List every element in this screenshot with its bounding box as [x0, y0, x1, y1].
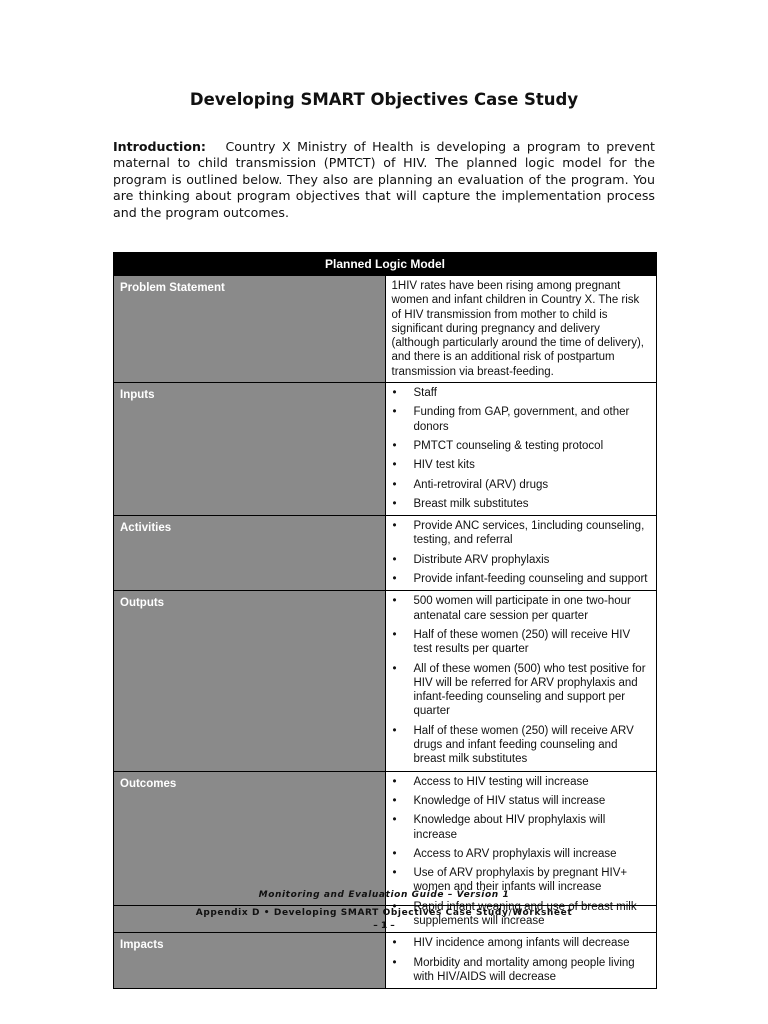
intro-label: Introduction: [113, 139, 206, 154]
footer-appendix: Appendix D • Developing SMART Objectives Case Study/Worksheet [195, 908, 573, 918]
row-label-outcomes: Outcomes [114, 771, 386, 933]
list-item: • Provide infant-feeding counseling and support [392, 572, 651, 586]
list-item: • PMTCT counseling & testing protocol [392, 439, 651, 453]
row-content-problem-statement [385, 276, 657, 383]
list-item: • All of these women (500) who test positive for HIV will be referred for ARV prophylaxis and infant-feeding counseling and support per quarter [392, 662, 651, 719]
intro-text: Country X Ministry of Health is developing a program to prevent maternal to child transmission (PMTCT) of HIV. The planned logic model for the program is outlined below. They also are planning an evaluation of the program. You are thinking about program objectives that will capture the implementation process and the program outcomes. [113, 139, 656, 220]
impacts-list [392, 936, 651, 984]
list-item: • HIV test kits [392, 458, 651, 472]
list-item: • Knowledge about HIV prophylaxis will increase [392, 813, 651, 842]
activities-list [392, 519, 651, 586]
row-content-impacts [385, 933, 657, 989]
list-item: • Rapid infant weaning and use of breast milk supplements will increase [392, 900, 651, 929]
table-row [114, 383, 657, 516]
list-item: • Use of ARV prophylaxis by pregnant HIV+ women and their infants will increase [392, 866, 651, 895]
list-item: • Staff [392, 386, 651, 400]
row-label-inputs: Inputs [114, 383, 386, 516]
list-item: • Half of these women (250) will receive ARV drugs and infant feeding counseling and breast milk substitutes [392, 724, 651, 767]
list-item: • Distribute ARV prophylaxis [392, 553, 651, 567]
introduction-paragraph [113, 139, 655, 221]
list-item: • Morbidity and mortality among people living with HIV/AIDS will decrease [392, 956, 651, 985]
list-item: • Access to HIV testing will increase [392, 775, 651, 789]
list-item: • Half of these women (250) will receive HIV test results per quarter [392, 628, 651, 657]
row-label-impacts: Impacts [114, 933, 386, 989]
page-title: Developing SMART Objectives Case Study [189, 90, 579, 109]
outputs-list [392, 594, 651, 766]
row-label-activities: Activities [114, 516, 386, 591]
list-item: • Knowledge of HIV status will increase [392, 794, 651, 808]
logic-model-table [113, 252, 657, 989]
table-row [114, 933, 657, 989]
table-row [114, 276, 657, 383]
row-content-inputs [385, 383, 657, 516]
list-item: • Anti-retroviral (ARV) drugs [392, 478, 651, 492]
row-content-outputs [385, 591, 657, 771]
list-item: • Access to ARV prophylaxis will increase [392, 847, 651, 861]
row-label-problem-statement: Problem Statement [114, 276, 386, 383]
footer-guide-title: Monitoring and Evaluation Guide – Version 1 [258, 890, 510, 900]
inputs-list [392, 386, 651, 511]
table-row [114, 516, 657, 591]
row-content-activities [385, 516, 657, 591]
row-label-outputs: Outputs [114, 591, 386, 771]
list-item: • HIV incidence among infants will decrease [392, 936, 651, 950]
footer-divider [113, 905, 657, 906]
list-item: • Breast milk substitutes [392, 497, 651, 511]
list-item: • Provide ANC services, 1including counseling, testing, and referral [392, 519, 651, 548]
list-item: • Funding from GAP, government, and other donors [392, 405, 651, 434]
list-item: • 500 women will participate in one two-hour antenatal care session per quarter [392, 594, 651, 623]
page-number: – 1 – [373, 921, 395, 931]
table-row [114, 591, 657, 771]
problem-statement-text: 1HIV rates have been rising among pregnant women and infant children in Country X. The risk of HIV transmission from mother to child is significant during pregnancy and delivery (although particularly around the time of delivery), and there is an additional risk of postpartum transmission via breast-feeding. [391, 280, 644, 378]
table-header: Planned Logic Model [114, 253, 657, 276]
